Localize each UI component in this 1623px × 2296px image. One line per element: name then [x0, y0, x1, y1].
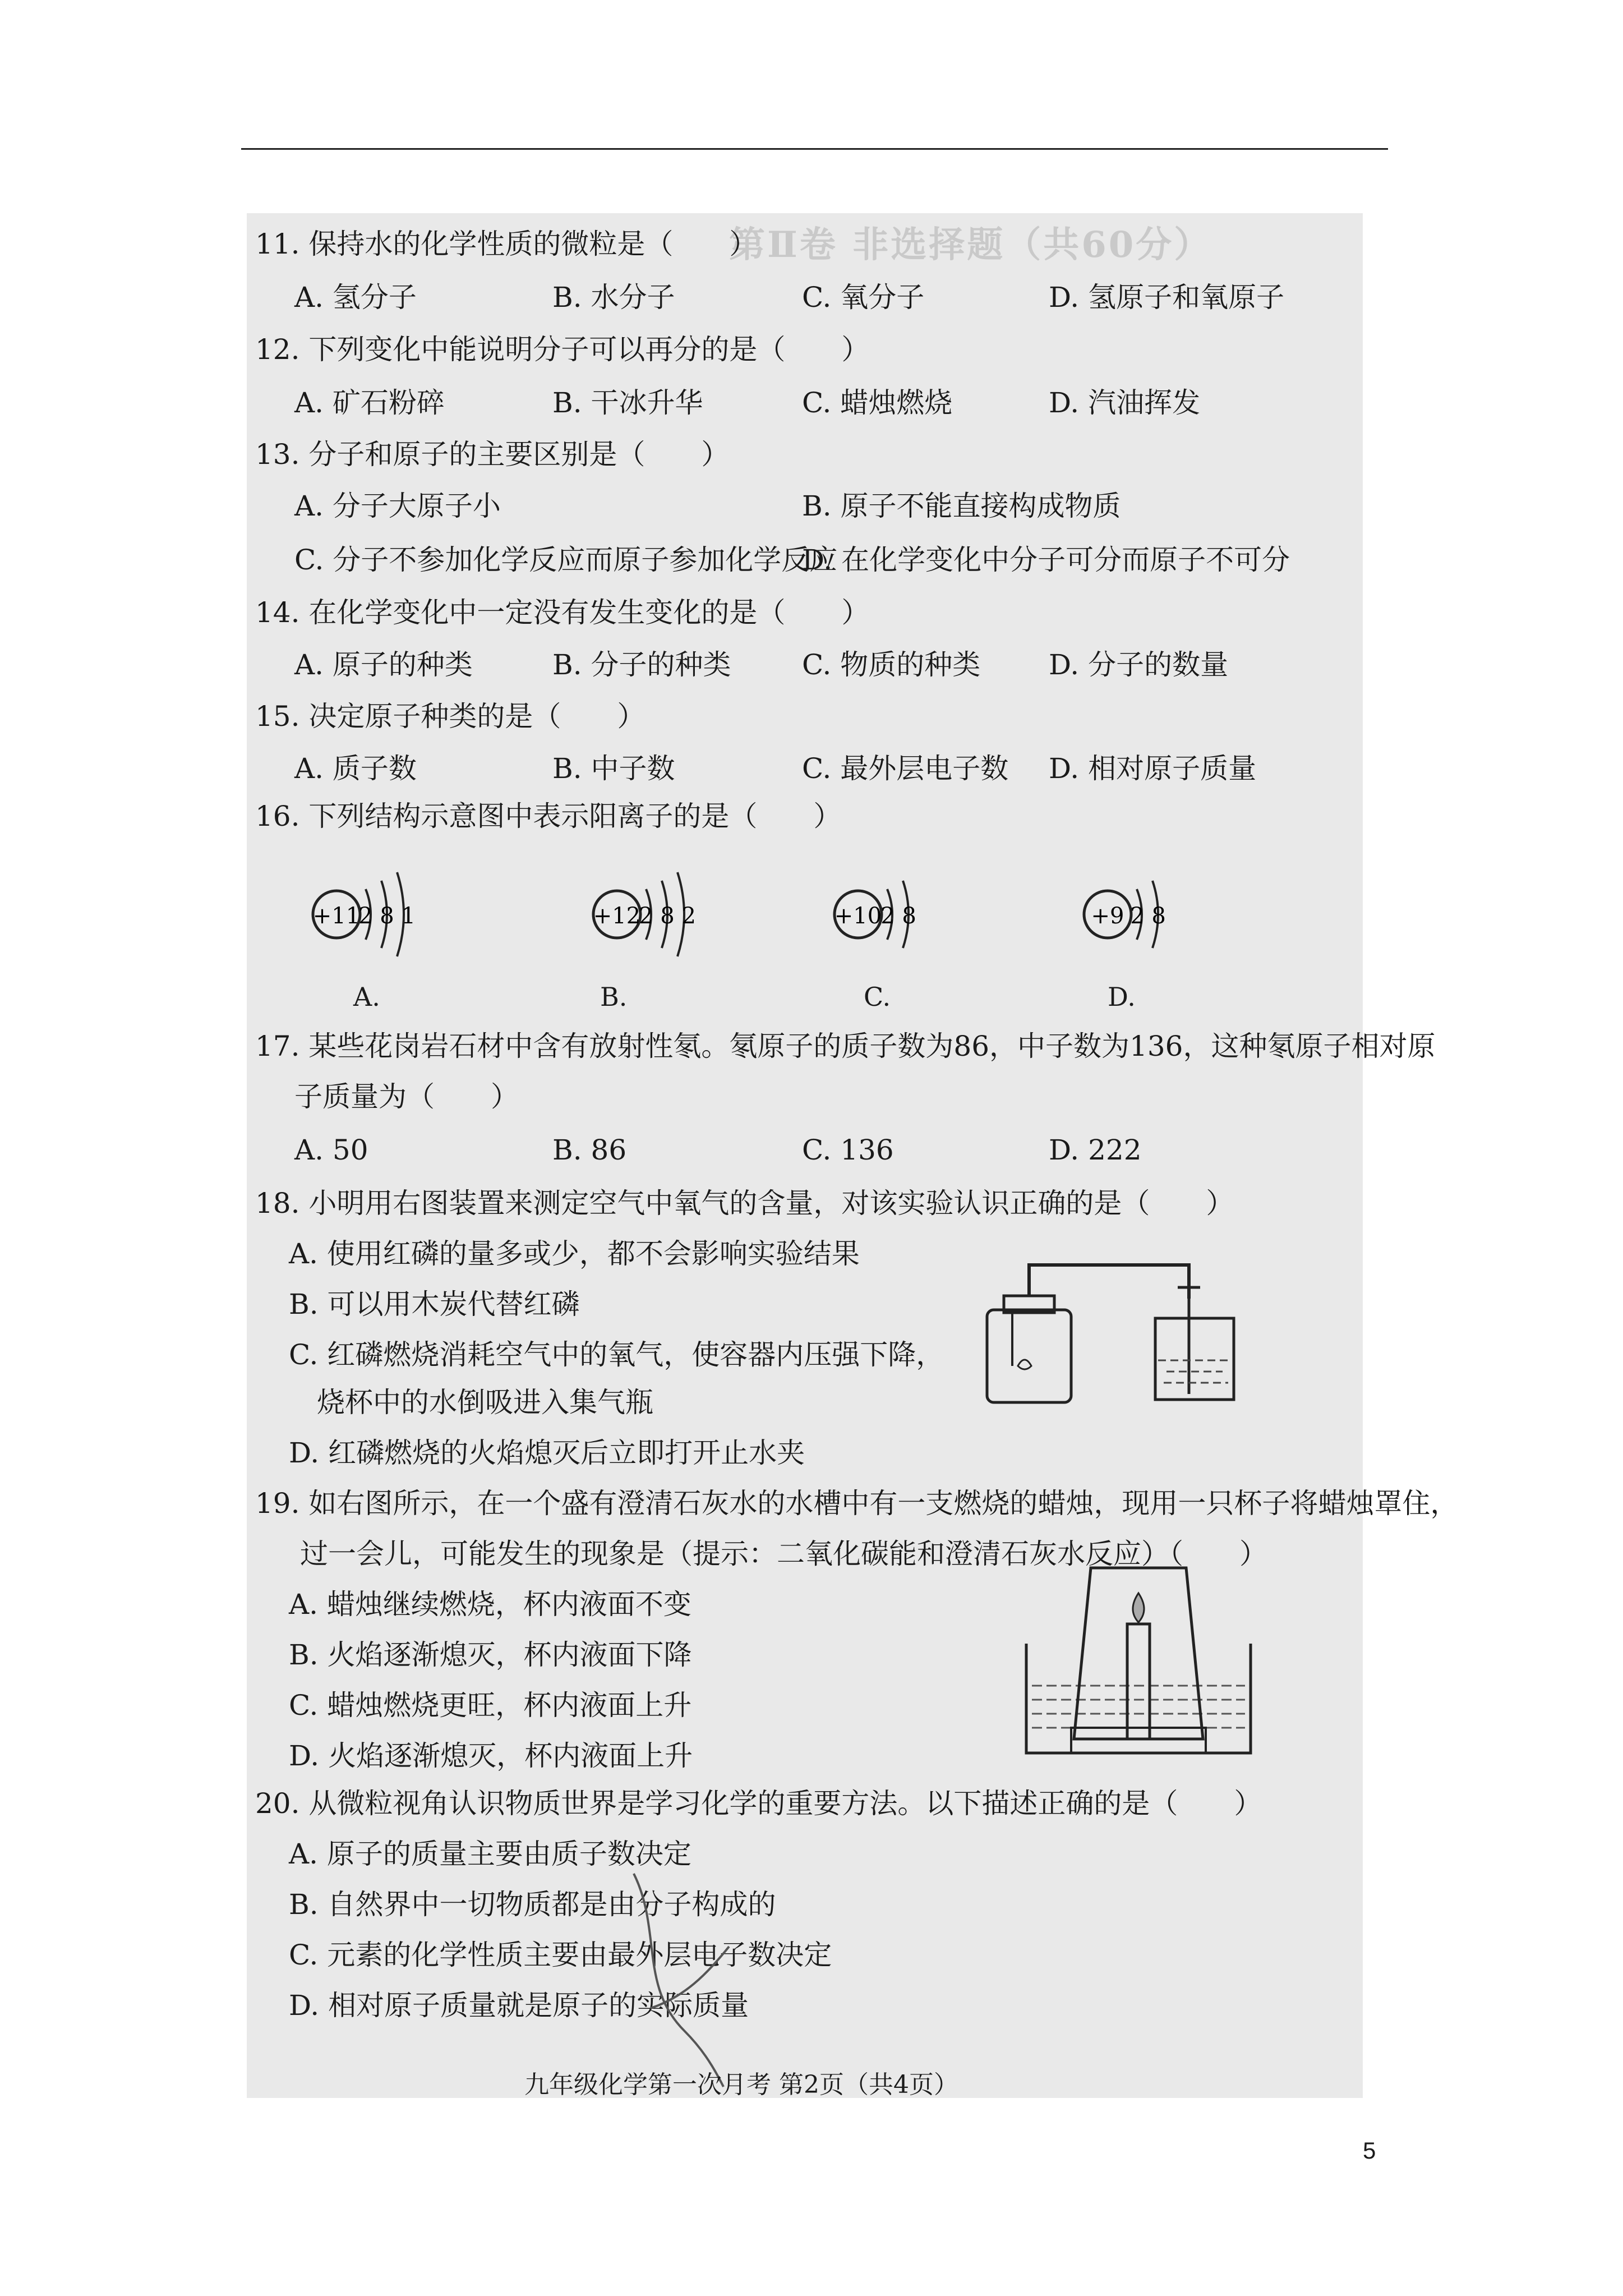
oxygen-apparatus-figure — [965, 1254, 1256, 1422]
q15-stem: 15. 决定原子种类的是（ ） — [255, 700, 645, 733]
q18-option-b: B. 可以用木炭代替红磷 — [289, 1288, 580, 1320]
q15-option-c: C. 最外层电子数 — [802, 752, 1009, 785]
q17-option-a: A. 50 — [294, 1134, 368, 1166]
q14-option-c: C. 物质的种类 — [802, 648, 981, 681]
ion-diagram-b — [583, 858, 712, 976]
q19-option-a: A. 蜡烛继续燃烧，杯内液面不变 — [289, 1588, 691, 1621]
q19-option-d: D. 火焰逐渐熄灭，杯内液面上升 — [289, 1740, 693, 1772]
ion-diagram-d — [1074, 858, 1203, 976]
q20-stem: 20. 从微粒视角认识物质世界是学习化学的重要方法。以下描述正确的是（ ） — [255, 1787, 1262, 1820]
ion-b-shells: 2 8 2 — [639, 903, 696, 929]
q13-option-b: B. 原子不能直接构成物质 — [802, 490, 1121, 522]
q11-option-b: B. 水分子 — [552, 281, 675, 314]
q13-option-d: D. 在化学变化中分子可分而原子不可分 — [802, 544, 1290, 576]
q14-stem: 14. 在化学变化中一定没有发生变化的是（ ） — [255, 596, 870, 629]
ion-d-shells: 2 8 — [1130, 903, 1166, 929]
ion-c-label: C. — [864, 982, 891, 1012]
bleed-through-header: 第Ⅱ卷 非选择题（共60分） — [729, 224, 1212, 266]
q18-option-c-continued: 烧杯中的水倒吸进入集气瓶 — [317, 1386, 653, 1419]
q14-option-a: A. 原子的种类 — [294, 648, 473, 681]
ion-c-nucleus: +10 — [834, 903, 882, 929]
q11-option-c: C. 氧分子 — [802, 281, 925, 314]
handwritten-mark — [617, 1862, 757, 2098]
q18-option-d: D. 红磷燃烧的火焰熄灭后立即打开止水夹 — [289, 1437, 805, 1469]
ion-diagram-c — [824, 858, 953, 976]
q12-option-d: D. 汽油挥发 — [1049, 386, 1201, 419]
q17-option-b: B. 86 — [552, 1134, 627, 1166]
q12-option-a: A. 矿石粉碎 — [294, 386, 445, 419]
candle-trough-figure — [1015, 1559, 1262, 1773]
q20-option-a: A. 原子的质量主要由质子数决定 — [289, 1838, 691, 1870]
q17-stem-continued: 子质量为（ ） — [294, 1080, 519, 1113]
q17-option-d: D. 222 — [1049, 1134, 1142, 1166]
q20-option-d: D. 相对原子质量就是原子的实际质量 — [289, 1989, 749, 2022]
q15-option-d: D. 相对原子质量 — [1049, 752, 1257, 785]
q19-option-b: B. 火焰逐渐熄灭，杯内液面下降 — [289, 1639, 692, 1671]
ion-d-nucleus: +9 — [1091, 903, 1124, 929]
q11-option-d: D. 氢原子和氧原子 — [1049, 281, 1285, 314]
q18-option-c: C. 红磷燃烧消耗空气中的氧气，使容器内压强下降， — [289, 1338, 944, 1371]
ion-b-label: B. — [600, 982, 628, 1012]
q12-stem: 12. 下列变化中能说明分子可以再分的是（ ） — [255, 333, 870, 366]
ion-a-shells: 2 8 1 — [358, 903, 416, 929]
ion-diagram-a — [303, 858, 432, 976]
page-footer: 九年级化学第一次月考 第2页（共4页） — [524, 2070, 958, 2099]
q18-stem: 18. 小明用右图装置来测定空气中氧气的含量，对该实验认识正确的是（ ） — [255, 1187, 1234, 1220]
q19-option-c: C. 蜡烛燃烧更旺，杯内液面上升 — [289, 1689, 692, 1722]
ion-d-label: D. — [1108, 982, 1136, 1012]
q12-option-c: C. 蜡烛燃烧 — [802, 386, 953, 419]
q16-stem: 16. 下列结构示意图中表示阳离子的是（ ） — [255, 800, 842, 832]
q11-stem: 11. 保持水的化学性质的微粒是（ ） — [255, 228, 758, 260]
q14-option-b: B. 分子的种类 — [552, 648, 731, 681]
q17-stem: 17. 某些花岗岩石材中含有放射性氡。氡原子的质子数为86，中子数为136，这种氡原子相对原 — [255, 1030, 1436, 1062]
ion-c-shells: 2 8 — [880, 903, 916, 929]
q18-option-a: A. 使用红磷的量多或少，都不会影响实验结果 — [289, 1237, 860, 1270]
q15-option-a: A. 质子数 — [294, 752, 417, 785]
q17-option-c: C. 136 — [802, 1134, 894, 1166]
page-number: 5 — [1363, 2137, 1376, 2164]
q19-stem: 19. 如右图所示，在一个盛有澄清石灰水的水槽中有一支燃烧的蜡烛，现用一只杯子将蜡烛罩住， — [255, 1487, 1459, 1520]
q11-option-a: A. 氢分子 — [294, 281, 417, 314]
q20-option-c: C. 元素的化学性质主要由最外层电子数决定 — [289, 1939, 832, 1971]
header-rule — [241, 148, 1388, 150]
q15-option-b: B. 中子数 — [552, 752, 675, 785]
q13-option-a: A. 分子大原子小 — [294, 490, 501, 522]
ion-b-nucleus: +12 — [593, 903, 641, 929]
q13-stem: 13. 分子和原子的主要区别是（ ） — [255, 438, 730, 471]
q14-option-d: D. 分子的数量 — [1049, 648, 1229, 681]
ion-a-nucleus: +11 — [312, 903, 361, 929]
q19-stem-continued: 过一会儿，可能发生的现象是（提示：二氧化碳能和澄清石灰水反应）（ ） — [300, 1538, 1267, 1570]
q13-option-c: C. 分子不参加化学反应而原子参加化学反应 — [294, 544, 838, 576]
q20-option-b: B. 自然界中一切物质都是由分子构成的 — [289, 1888, 776, 1921]
ion-a-label: A. — [353, 982, 380, 1012]
q12-option-b: B. 干冰升华 — [552, 386, 703, 419]
